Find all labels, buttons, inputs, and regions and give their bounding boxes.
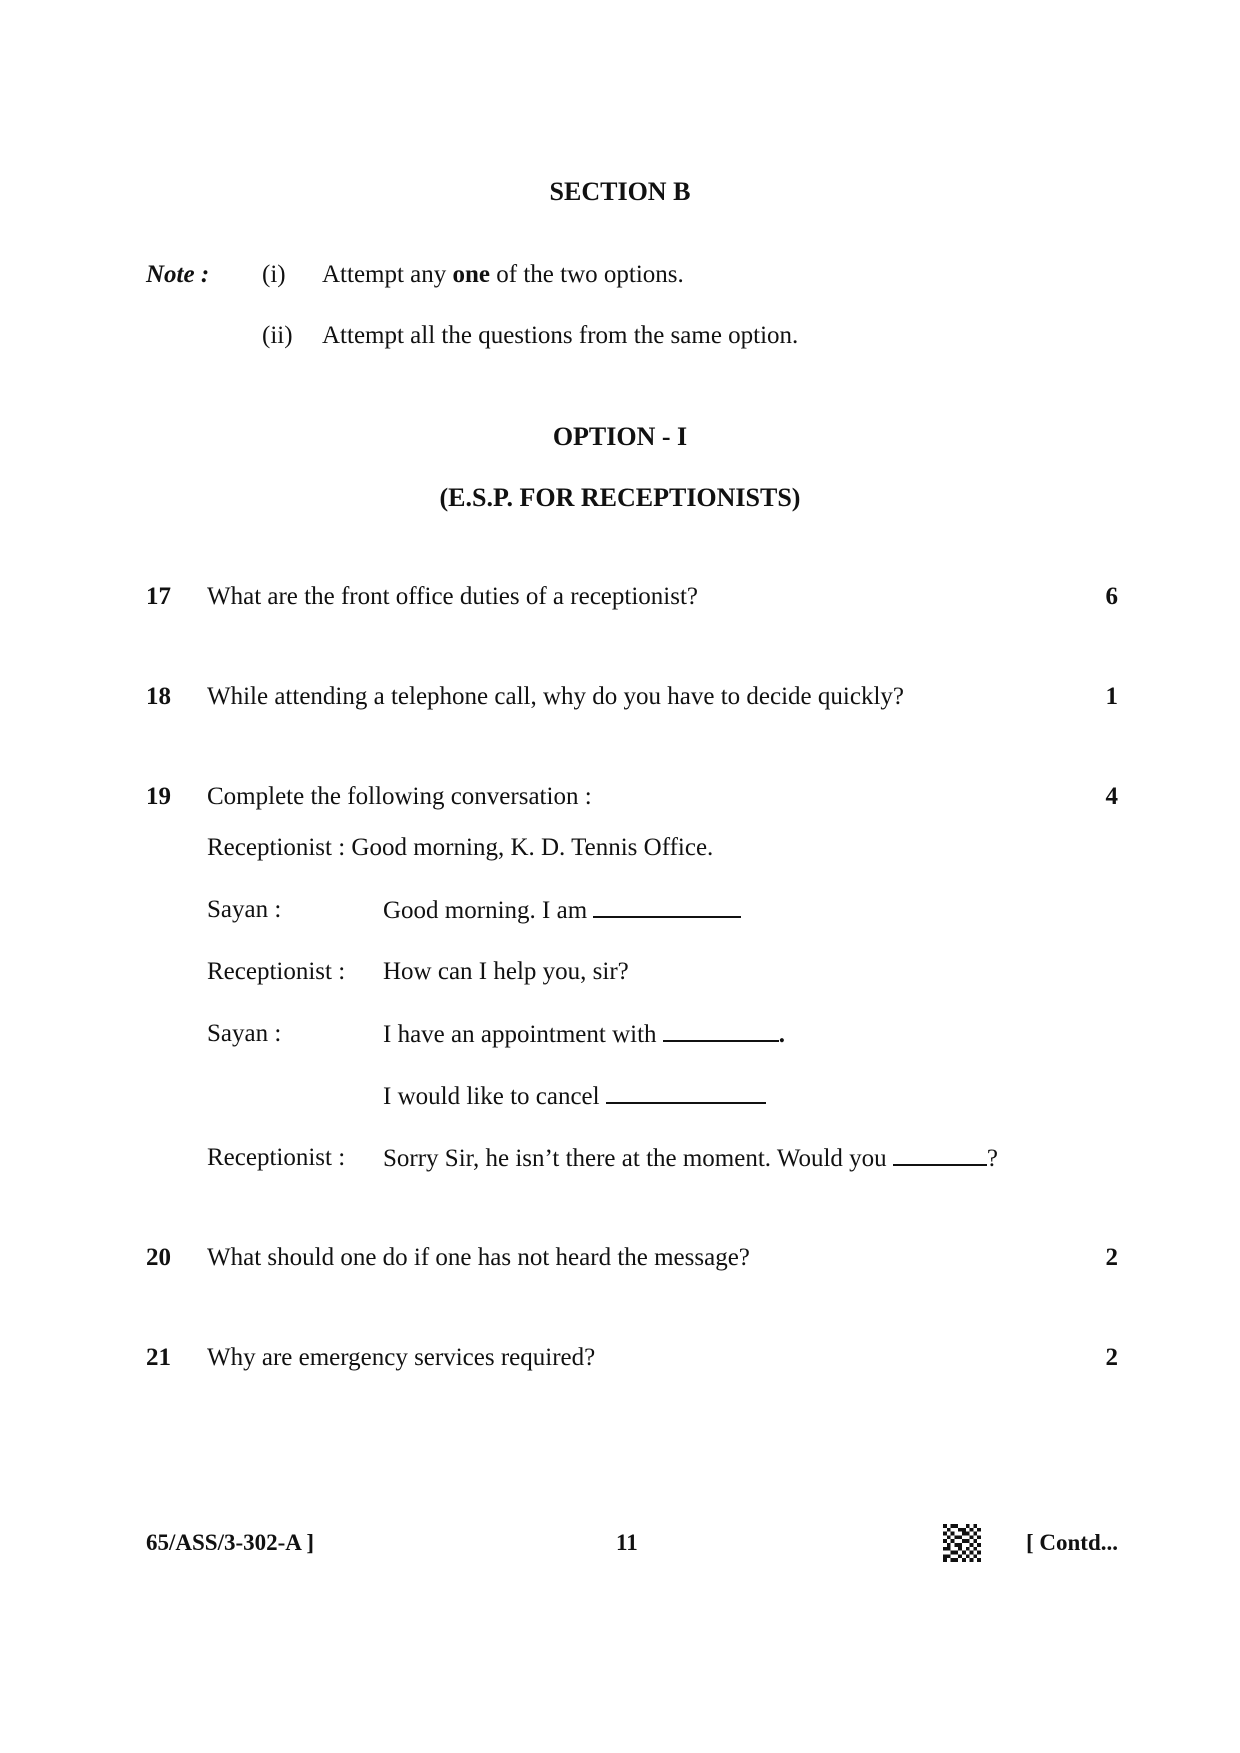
question-marks: 6 [1105, 583, 1118, 610]
paper-code: 65/ASS/3-302-A ] [146, 1530, 315, 1555]
conversation-speaker: Sayan : [207, 1020, 282, 1047]
conversation-line-3: How can I help you, sir? [383, 958, 629, 985]
note-item-1: Attempt any one of the two options. [322, 261, 684, 288]
conversation-line-2: Good morning. I am [383, 896, 741, 925]
question-text: What should one do if one has not heard the message? [207, 1244, 750, 1271]
question-text: Why are emergency services required? [207, 1344, 596, 1371]
qr-code-icon [943, 1524, 981, 1562]
question-marks: 2 [1105, 1244, 1118, 1271]
question-marks: 4 [1105, 783, 1118, 810]
option-title: OPTION - I [552, 422, 688, 451]
conversation-line-1: Receptionist : Good morning, K. D. Tennis Office. [207, 834, 714, 861]
answer-blank [663, 1020, 779, 1042]
question-text: Complete the following conversation : [207, 783, 592, 810]
conversation-speaker: Sayan : [207, 896, 282, 923]
conversation-line-6: Sorry Sir, he isn’t there at the moment. Would you ? [383, 1145, 998, 1172]
conversation-speaker: Receptionist : [207, 958, 346, 985]
note-item-1-num: (i) [262, 261, 286, 288]
conversation-line-5: I would like to cancel [383, 1082, 766, 1111]
option-subtitle: (E.S.P. FOR RECEPTIONISTS) [439, 483, 801, 512]
conversation-line-4: I have an appointment with . [383, 1021, 786, 1048]
question-number: 21 [146, 1344, 171, 1371]
continued-label: [ Contd... [1025, 1530, 1118, 1555]
conversation-speaker: Receptionist : [207, 1144, 346, 1171]
question-text: What are the front office duties of a receptionist? [207, 583, 698, 610]
question-marks: 2 [1105, 1344, 1118, 1371]
note-label: Note : [146, 261, 210, 288]
question-number: 19 [146, 783, 171, 810]
question-text: While attending a telephone call, why do you have to decide quickly? [207, 683, 904, 710]
note-item-2-num: (ii) [262, 322, 293, 349]
question-number: 18 [146, 683, 171, 710]
question-marks: 1 [1105, 683, 1118, 710]
section-title: SECTION B [549, 177, 691, 206]
answer-blank [593, 896, 741, 918]
answer-blank [606, 1082, 766, 1104]
question-number: 20 [146, 1244, 171, 1271]
note-item-2: Attempt all the questions from the same option. [322, 322, 799, 349]
answer-blank [893, 1144, 987, 1166]
page-number: 11 [616, 1530, 638, 1555]
question-number: 17 [146, 583, 171, 610]
